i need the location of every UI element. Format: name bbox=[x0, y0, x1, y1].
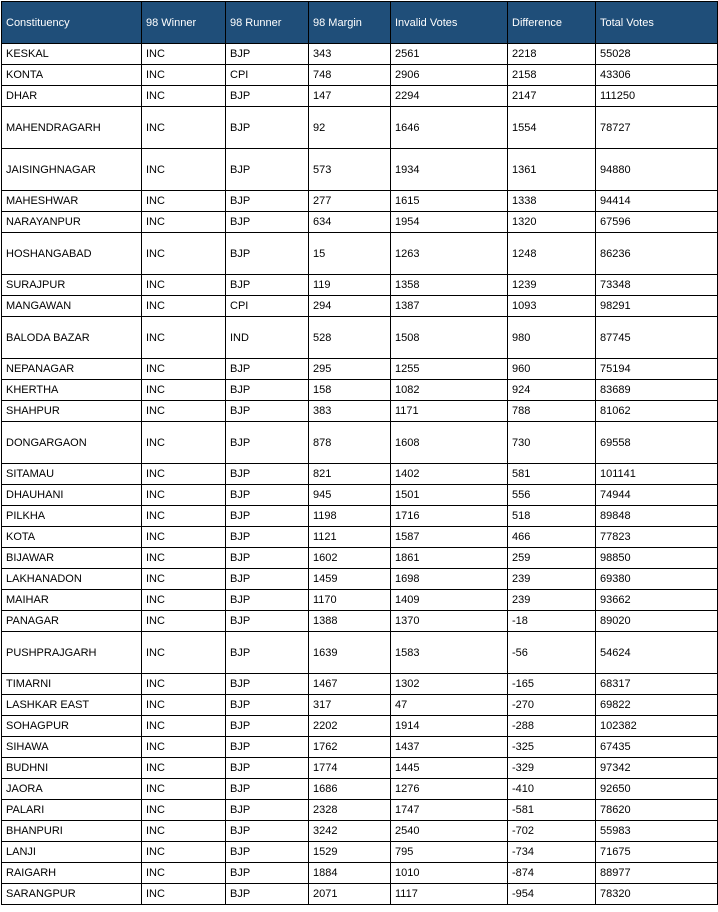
cell-difference: 1248 bbox=[508, 233, 596, 275]
header-invalid-votes: Invalid Votes bbox=[391, 2, 508, 44]
cell-runner: BJP bbox=[226, 422, 309, 464]
cell-runner: BJP bbox=[226, 548, 309, 569]
cell-margin: 1602 bbox=[309, 548, 391, 569]
cell-constituency: RAIGARH bbox=[2, 863, 142, 884]
cell-difference: 239 bbox=[508, 590, 596, 611]
cell-runner: BJP bbox=[226, 233, 309, 275]
table-row bbox=[2, 212, 718, 233]
cell-total-votes: 67435 bbox=[596, 737, 718, 758]
cell-winner: INC bbox=[142, 317, 226, 359]
cell-winner: INC bbox=[142, 275, 226, 296]
cell-constituency: SARANGPUR bbox=[2, 884, 142, 905]
cell-winner: INC bbox=[142, 611, 226, 632]
cell-runner: BJP bbox=[226, 212, 309, 233]
cell-invalid-votes: 1263 bbox=[391, 233, 508, 275]
cell-margin: 92 bbox=[309, 107, 391, 149]
cell-difference: -18 bbox=[508, 611, 596, 632]
cell-invalid-votes: 2294 bbox=[391, 86, 508, 107]
cell-runner: BJP bbox=[226, 611, 309, 632]
cell-margin: 2202 bbox=[309, 716, 391, 737]
cell-invalid-votes: 2540 bbox=[391, 821, 508, 842]
cell-winner: INC bbox=[142, 380, 226, 401]
cell-difference: 1320 bbox=[508, 212, 596, 233]
cell-margin: 295 bbox=[309, 359, 391, 380]
cell-total-votes: 69380 bbox=[596, 569, 718, 590]
cell-constituency: KONTA bbox=[2, 65, 142, 86]
cell-margin: 1686 bbox=[309, 779, 391, 800]
cell-difference: -702 bbox=[508, 821, 596, 842]
cell-difference: -954 bbox=[508, 884, 596, 905]
cell-difference: -165 bbox=[508, 674, 596, 695]
cell-runner: BJP bbox=[226, 149, 309, 191]
cell-margin: 158 bbox=[309, 380, 391, 401]
cell-winner: INC bbox=[142, 674, 226, 695]
cell-runner: BJP bbox=[226, 86, 309, 107]
cell-constituency: SURAJPUR bbox=[2, 275, 142, 296]
cell-total-votes: 55983 bbox=[596, 821, 718, 842]
cell-constituency: KHERTHA bbox=[2, 380, 142, 401]
cell-difference: 259 bbox=[508, 548, 596, 569]
cell-invalid-votes: 1302 bbox=[391, 674, 508, 695]
table-row bbox=[2, 191, 718, 212]
cell-invalid-votes: 47 bbox=[391, 695, 508, 716]
cell-total-votes: 67596 bbox=[596, 212, 718, 233]
cell-difference: 1239 bbox=[508, 275, 596, 296]
table-row bbox=[2, 107, 718, 149]
cell-invalid-votes: 1409 bbox=[391, 590, 508, 611]
cell-difference: 2158 bbox=[508, 65, 596, 86]
cell-total-votes: 73348 bbox=[596, 275, 718, 296]
cell-invalid-votes: 1914 bbox=[391, 716, 508, 737]
table-row bbox=[2, 380, 718, 401]
cell-winner: INC bbox=[142, 485, 226, 506]
cell-invalid-votes: 1501 bbox=[391, 485, 508, 506]
header-constituency: Constituency bbox=[2, 2, 142, 44]
cell-constituency: BUDHNI bbox=[2, 758, 142, 779]
cell-margin: 294 bbox=[309, 296, 391, 317]
cell-constituency: KESKAL bbox=[2, 44, 142, 65]
cell-constituency: SOHAGPUR bbox=[2, 716, 142, 737]
table-row bbox=[2, 485, 718, 506]
cell-invalid-votes: 1861 bbox=[391, 548, 508, 569]
cell-difference: 1338 bbox=[508, 191, 596, 212]
table-body bbox=[2, 44, 718, 905]
header-98-runner: 98 Runner bbox=[226, 2, 309, 44]
cell-runner: CPI bbox=[226, 296, 309, 317]
cell-margin: 878 bbox=[309, 422, 391, 464]
cell-winner: INC bbox=[142, 359, 226, 380]
header-98-winner: 98 Winner bbox=[142, 2, 226, 44]
cell-runner: BJP bbox=[226, 359, 309, 380]
cell-runner: BJP bbox=[226, 44, 309, 65]
cell-constituency: PUSHPRAJGARH bbox=[2, 632, 142, 674]
cell-margin: 528 bbox=[309, 317, 391, 359]
cell-constituency: PANAGAR bbox=[2, 611, 142, 632]
table-row bbox=[2, 86, 718, 107]
table-row bbox=[2, 506, 718, 527]
cell-difference: -734 bbox=[508, 842, 596, 863]
cell-constituency: PILKHA bbox=[2, 506, 142, 527]
cell-constituency: PALARI bbox=[2, 800, 142, 821]
cell-invalid-votes: 1583 bbox=[391, 632, 508, 674]
cell-total-votes: 92650 bbox=[596, 779, 718, 800]
cell-winner: INC bbox=[142, 65, 226, 86]
table-row bbox=[2, 527, 718, 548]
cell-difference: -410 bbox=[508, 779, 596, 800]
cell-margin: 634 bbox=[309, 212, 391, 233]
table-row bbox=[2, 149, 718, 191]
cell-winner: INC bbox=[142, 695, 226, 716]
cell-total-votes: 102382 bbox=[596, 716, 718, 737]
cell-margin: 2071 bbox=[309, 884, 391, 905]
cell-total-votes: 97342 bbox=[596, 758, 718, 779]
cell-difference: 960 bbox=[508, 359, 596, 380]
table-row bbox=[2, 65, 718, 86]
cell-winner: INC bbox=[142, 569, 226, 590]
cell-margin: 1884 bbox=[309, 863, 391, 884]
cell-difference: 924 bbox=[508, 380, 596, 401]
cell-difference: 730 bbox=[508, 422, 596, 464]
cell-total-votes: 94880 bbox=[596, 149, 718, 191]
cell-margin: 945 bbox=[309, 485, 391, 506]
cell-constituency: KOTA bbox=[2, 527, 142, 548]
cell-margin: 1529 bbox=[309, 842, 391, 863]
cell-invalid-votes: 1587 bbox=[391, 527, 508, 548]
cell-invalid-votes: 795 bbox=[391, 842, 508, 863]
cell-constituency: LASHKAR EAST bbox=[2, 695, 142, 716]
table-row bbox=[2, 674, 718, 695]
cell-margin: 1121 bbox=[309, 527, 391, 548]
cell-runner: BJP bbox=[226, 695, 309, 716]
cell-difference: -325 bbox=[508, 737, 596, 758]
cell-invalid-votes: 1082 bbox=[391, 380, 508, 401]
cell-total-votes: 81062 bbox=[596, 401, 718, 422]
cell-runner: BJP bbox=[226, 821, 309, 842]
cell-total-votes: 89848 bbox=[596, 506, 718, 527]
table-row bbox=[2, 737, 718, 758]
cell-runner: BJP bbox=[226, 800, 309, 821]
table-row bbox=[2, 296, 718, 317]
cell-runner: BJP bbox=[226, 380, 309, 401]
cell-runner: IND bbox=[226, 317, 309, 359]
table-row bbox=[2, 800, 718, 821]
cell-invalid-votes: 1437 bbox=[391, 737, 508, 758]
cell-winner: INC bbox=[142, 821, 226, 842]
cell-margin: 1388 bbox=[309, 611, 391, 632]
cell-winner: INC bbox=[142, 632, 226, 674]
cell-winner: INC bbox=[142, 548, 226, 569]
cell-runner: BJP bbox=[226, 674, 309, 695]
table-row bbox=[2, 695, 718, 716]
cell-invalid-votes: 1010 bbox=[391, 863, 508, 884]
cell-total-votes: 93662 bbox=[596, 590, 718, 611]
cell-difference: 239 bbox=[508, 569, 596, 590]
cell-invalid-votes: 1255 bbox=[391, 359, 508, 380]
cell-invalid-votes: 1387 bbox=[391, 296, 508, 317]
cell-difference: 556 bbox=[508, 485, 596, 506]
cell-total-votes: 78320 bbox=[596, 884, 718, 905]
cell-constituency: NEPANAGAR bbox=[2, 359, 142, 380]
cell-constituency: LAKHANADON bbox=[2, 569, 142, 590]
cell-total-votes: 87745 bbox=[596, 317, 718, 359]
cell-difference: 1361 bbox=[508, 149, 596, 191]
constituency-table bbox=[1, 1, 718, 905]
cell-winner: INC bbox=[142, 464, 226, 485]
cell-runner: BJP bbox=[226, 779, 309, 800]
cell-winner: INC bbox=[142, 800, 226, 821]
cell-winner: INC bbox=[142, 401, 226, 422]
cell-margin: 1639 bbox=[309, 632, 391, 674]
header-row bbox=[2, 2, 718, 44]
cell-runner: BJP bbox=[226, 401, 309, 422]
cell-runner: BJP bbox=[226, 632, 309, 674]
cell-margin: 147 bbox=[309, 86, 391, 107]
cell-constituency: BHANPURI bbox=[2, 821, 142, 842]
cell-margin: 383 bbox=[309, 401, 391, 422]
cell-runner: BJP bbox=[226, 737, 309, 758]
table-row bbox=[2, 569, 718, 590]
cell-difference: 788 bbox=[508, 401, 596, 422]
cell-constituency: NARAYANPUR bbox=[2, 212, 142, 233]
cell-winner: INC bbox=[142, 86, 226, 107]
cell-constituency: SHAHPUR bbox=[2, 401, 142, 422]
cell-constituency: TIMARNI bbox=[2, 674, 142, 695]
cell-invalid-votes: 1608 bbox=[391, 422, 508, 464]
cell-difference: 2218 bbox=[508, 44, 596, 65]
cell-winner: INC bbox=[142, 422, 226, 464]
cell-difference: 518 bbox=[508, 506, 596, 527]
cell-invalid-votes: 1615 bbox=[391, 191, 508, 212]
cell-winner: INC bbox=[142, 779, 226, 800]
cell-invalid-votes: 1358 bbox=[391, 275, 508, 296]
cell-margin: 1170 bbox=[309, 590, 391, 611]
cell-total-votes: 71675 bbox=[596, 842, 718, 863]
cell-invalid-votes: 1171 bbox=[391, 401, 508, 422]
cell-winner: INC bbox=[142, 842, 226, 863]
cell-invalid-votes: 1402 bbox=[391, 464, 508, 485]
table-row bbox=[2, 611, 718, 632]
table-row bbox=[2, 590, 718, 611]
cell-constituency: MAHENDRAGARH bbox=[2, 107, 142, 149]
table-row bbox=[2, 884, 718, 905]
cell-invalid-votes: 1646 bbox=[391, 107, 508, 149]
cell-runner: BJP bbox=[226, 884, 309, 905]
cell-runner: BJP bbox=[226, 191, 309, 212]
cell-runner: BJP bbox=[226, 842, 309, 863]
cell-constituency: LANJI bbox=[2, 842, 142, 863]
table-row bbox=[2, 779, 718, 800]
cell-margin: 1774 bbox=[309, 758, 391, 779]
cell-total-votes: 89020 bbox=[596, 611, 718, 632]
cell-difference: -581 bbox=[508, 800, 596, 821]
cell-runner: BJP bbox=[226, 590, 309, 611]
cell-constituency: HOSHANGABAD bbox=[2, 233, 142, 275]
table-row bbox=[2, 422, 718, 464]
cell-difference: 980 bbox=[508, 317, 596, 359]
cell-margin: 748 bbox=[309, 65, 391, 86]
cell-constituency: BIJAWAR bbox=[2, 548, 142, 569]
cell-margin: 277 bbox=[309, 191, 391, 212]
cell-total-votes: 43306 bbox=[596, 65, 718, 86]
cell-invalid-votes: 1370 bbox=[391, 611, 508, 632]
table-row bbox=[2, 758, 718, 779]
cell-invalid-votes: 1954 bbox=[391, 212, 508, 233]
cell-invalid-votes: 1716 bbox=[391, 506, 508, 527]
cell-runner: BJP bbox=[226, 464, 309, 485]
cell-total-votes: 54624 bbox=[596, 632, 718, 674]
cell-constituency: SITAMAU bbox=[2, 464, 142, 485]
cell-total-votes: 86236 bbox=[596, 233, 718, 275]
cell-difference: -874 bbox=[508, 863, 596, 884]
table-row bbox=[2, 44, 718, 65]
cell-total-votes: 69822 bbox=[596, 695, 718, 716]
cell-total-votes: 98291 bbox=[596, 296, 718, 317]
cell-total-votes: 55028 bbox=[596, 44, 718, 65]
cell-constituency: JAORA bbox=[2, 779, 142, 800]
cell-invalid-votes: 1934 bbox=[391, 149, 508, 191]
cell-margin: 317 bbox=[309, 695, 391, 716]
cell-constituency: SIHAWA bbox=[2, 737, 142, 758]
cell-winner: INC bbox=[142, 590, 226, 611]
cell-total-votes: 75194 bbox=[596, 359, 718, 380]
cell-difference: 466 bbox=[508, 527, 596, 548]
table-row bbox=[2, 548, 718, 569]
cell-difference: -288 bbox=[508, 716, 596, 737]
cell-margin: 1459 bbox=[309, 569, 391, 590]
table-row bbox=[2, 233, 718, 275]
cell-winner: INC bbox=[142, 44, 226, 65]
cell-total-votes: 83689 bbox=[596, 380, 718, 401]
cell-total-votes: 88977 bbox=[596, 863, 718, 884]
table-row bbox=[2, 842, 718, 863]
table-row bbox=[2, 359, 718, 380]
cell-constituency: MANGAWAN bbox=[2, 296, 142, 317]
cell-total-votes: 78727 bbox=[596, 107, 718, 149]
cell-winner: INC bbox=[142, 233, 226, 275]
cell-runner: BJP bbox=[226, 485, 309, 506]
table-row bbox=[2, 401, 718, 422]
cell-difference: 1093 bbox=[508, 296, 596, 317]
table-row bbox=[2, 275, 718, 296]
cell-total-votes: 78620 bbox=[596, 800, 718, 821]
cell-winner: INC bbox=[142, 737, 226, 758]
cell-margin: 3242 bbox=[309, 821, 391, 842]
cell-total-votes: 68317 bbox=[596, 674, 718, 695]
cell-difference: 581 bbox=[508, 464, 596, 485]
cell-runner: BJP bbox=[226, 758, 309, 779]
cell-invalid-votes: 2906 bbox=[391, 65, 508, 86]
table-row bbox=[2, 317, 718, 359]
cell-difference: -56 bbox=[508, 632, 596, 674]
cell-runner: BJP bbox=[226, 506, 309, 527]
cell-difference: -270 bbox=[508, 695, 596, 716]
cell-invalid-votes: 1747 bbox=[391, 800, 508, 821]
cell-margin: 343 bbox=[309, 44, 391, 65]
cell-winner: INC bbox=[142, 506, 226, 527]
cell-total-votes: 111250 bbox=[596, 86, 718, 107]
cell-winner: INC bbox=[142, 212, 226, 233]
cell-invalid-votes: 2561 bbox=[391, 44, 508, 65]
cell-margin: 119 bbox=[309, 275, 391, 296]
cell-runner: BJP bbox=[226, 569, 309, 590]
cell-winner: INC bbox=[142, 758, 226, 779]
cell-margin: 821 bbox=[309, 464, 391, 485]
header-difference: Difference bbox=[508, 2, 596, 44]
cell-constituency: DHAUHANI bbox=[2, 485, 142, 506]
cell-margin: 15 bbox=[309, 233, 391, 275]
cell-difference: 1554 bbox=[508, 107, 596, 149]
cell-margin: 573 bbox=[309, 149, 391, 191]
cell-difference: -329 bbox=[508, 758, 596, 779]
cell-invalid-votes: 1445 bbox=[391, 758, 508, 779]
table-row bbox=[2, 863, 718, 884]
cell-winner: INC bbox=[142, 863, 226, 884]
cell-constituency: BALODA BAZAR bbox=[2, 317, 142, 359]
cell-runner: BJP bbox=[226, 107, 309, 149]
cell-difference: 2147 bbox=[508, 86, 596, 107]
cell-invalid-votes: 1508 bbox=[391, 317, 508, 359]
cell-invalid-votes: 1698 bbox=[391, 569, 508, 590]
cell-runner: BJP bbox=[226, 863, 309, 884]
table-row bbox=[2, 716, 718, 737]
cell-winner: INC bbox=[142, 107, 226, 149]
cell-winner: INC bbox=[142, 884, 226, 905]
cell-runner: BJP bbox=[226, 527, 309, 548]
cell-winner: INC bbox=[142, 191, 226, 212]
header-98-margin: 98 Margin bbox=[309, 2, 391, 44]
cell-winner: INC bbox=[142, 296, 226, 317]
cell-invalid-votes: 1276 bbox=[391, 779, 508, 800]
cell-margin: 2328 bbox=[309, 800, 391, 821]
cell-constituency: DONGARGAON bbox=[2, 422, 142, 464]
cell-constituency: MAHESHWAR bbox=[2, 191, 142, 212]
cell-invalid-votes: 1117 bbox=[391, 884, 508, 905]
table-row bbox=[2, 632, 718, 674]
cell-constituency: JAISINGHNAGAR bbox=[2, 149, 142, 191]
cell-total-votes: 98850 bbox=[596, 548, 718, 569]
cell-runner: CPI bbox=[226, 65, 309, 86]
cell-total-votes: 69558 bbox=[596, 422, 718, 464]
cell-constituency: MAIHAR bbox=[2, 590, 142, 611]
table-row bbox=[2, 821, 718, 842]
cell-margin: 1762 bbox=[309, 737, 391, 758]
cell-margin: 1198 bbox=[309, 506, 391, 527]
cell-total-votes: 94414 bbox=[596, 191, 718, 212]
table-row bbox=[2, 464, 718, 485]
cell-constituency: DHAR bbox=[2, 86, 142, 107]
cell-winner: INC bbox=[142, 716, 226, 737]
cell-total-votes: 74944 bbox=[596, 485, 718, 506]
cell-runner: BJP bbox=[226, 716, 309, 737]
cell-margin: 1467 bbox=[309, 674, 391, 695]
cell-total-votes: 77823 bbox=[596, 527, 718, 548]
header-total-votes: Total Votes bbox=[596, 2, 718, 44]
cell-winner: INC bbox=[142, 527, 226, 548]
cell-total-votes: 101141 bbox=[596, 464, 718, 485]
cell-winner: INC bbox=[142, 149, 226, 191]
cell-runner: BJP bbox=[226, 275, 309, 296]
